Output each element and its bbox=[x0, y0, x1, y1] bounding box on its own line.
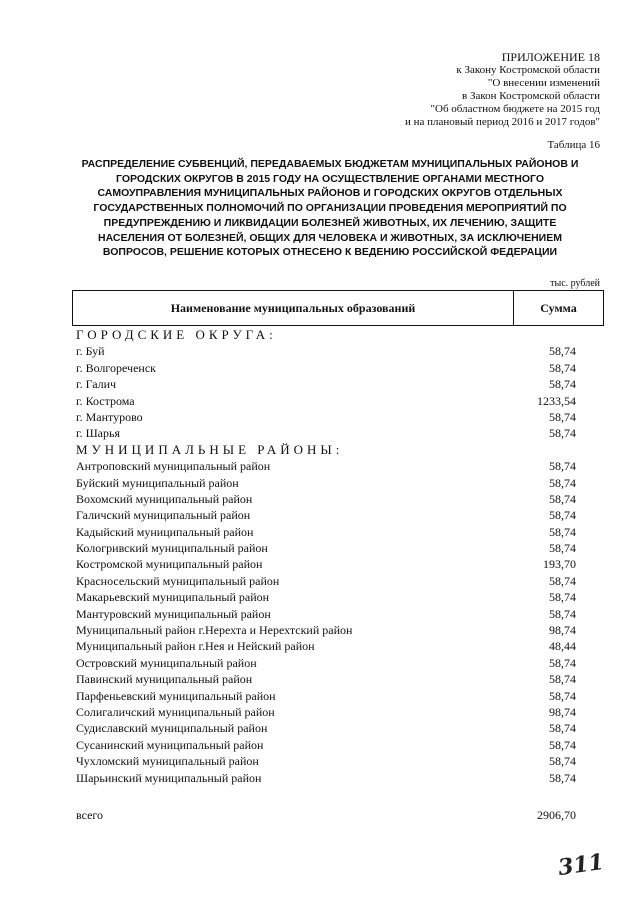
total-value: 2906,70 bbox=[537, 808, 576, 822]
handwritten-page-number: 311 bbox=[556, 848, 606, 882]
heading-line: РАСПРЕДЕЛЕНИЕ СУБВЕНЦИЙ, ПЕРЕДАВАЕМЫХ БЮДЖЕТАМ МУНИЦИПАЛЬНЫХ РАЙОНОВ И bbox=[81, 158, 579, 170]
municipality-name: г. Мантурово bbox=[76, 409, 143, 424]
appendix-line: ПРИЛОЖЕНИЕ 18 bbox=[501, 50, 600, 64]
column-header-name: Наименование муниципальных образований bbox=[73, 291, 514, 325]
appendix-line: в Закон Костромской области bbox=[462, 90, 600, 102]
municipality-name: Шарьинский муниципальный район bbox=[76, 770, 262, 785]
amount-value: 58,74 bbox=[549, 655, 576, 670]
municipality-name: Солигаличский муниципальный район bbox=[76, 704, 275, 719]
amount-value: 58,74 bbox=[549, 737, 576, 752]
amount-value: 1233,54 bbox=[537, 393, 576, 408]
table-row bbox=[76, 573, 576, 589]
table-row bbox=[76, 589, 576, 605]
municipality-name: Судиславский муниципальный район bbox=[76, 721, 268, 736]
municipality-name: Павинский муниципальный район bbox=[76, 672, 253, 687]
table-row bbox=[76, 393, 576, 409]
table-row bbox=[76, 491, 576, 507]
municipality-name: г. Шарья bbox=[76, 426, 120, 441]
table-row bbox=[76, 360, 576, 376]
table-row bbox=[76, 409, 576, 425]
municipality-name: Сусанинский муниципальный район bbox=[76, 737, 264, 752]
table-row bbox=[76, 458, 576, 474]
amount-value: 48,44 bbox=[549, 639, 576, 654]
amount-value: 58,74 bbox=[549, 377, 576, 392]
amount-value: 58,74 bbox=[549, 770, 576, 785]
municipality-name: Парфеньевский муниципальный район bbox=[76, 688, 276, 703]
table-row bbox=[76, 622, 576, 638]
appendix-line: "О внесении изменений bbox=[487, 77, 600, 89]
municipality-name: Кадыйский муниципальный район bbox=[76, 524, 254, 539]
table-row bbox=[76, 507, 576, 523]
heading-line: ГОСУДАРСТВЕННЫХ ПОЛНОМОЧИЙ ПО ОРГАНИЗАЦИИ ПРОВЕДЕНИЯ МЕРОПРИЯТИЙ ПО bbox=[93, 202, 567, 215]
municipality-name: Муниципальный район г.Нея и Нейский район bbox=[76, 639, 315, 654]
table-row bbox=[76, 655, 576, 671]
document-heading bbox=[60, 157, 600, 260]
amount-value: 58,74 bbox=[549, 590, 576, 605]
table-row bbox=[76, 720, 576, 736]
municipality-name: Буйский муниципальный район bbox=[76, 475, 239, 490]
municipality-name: Островский муниципальный район bbox=[76, 655, 257, 670]
heading-line: ГОРОДСКИХ ОКРУГОВ В 2015 ГОДУ НА ОСУЩЕСТВЛЕНИЕ ОРГАНАМИ МЕСТНОГО bbox=[116, 172, 544, 185]
units-label: тыс. рублей bbox=[550, 278, 600, 289]
table-row bbox=[76, 737, 576, 753]
table-row bbox=[76, 638, 576, 654]
table-row bbox=[76, 524, 576, 540]
municipality-name: Чухломский муниципальный район bbox=[76, 754, 259, 769]
table-row bbox=[76, 376, 576, 392]
municipality-name: Костромской муниципальный район bbox=[76, 557, 263, 572]
amount-value: 58,74 bbox=[549, 721, 576, 736]
amount-value: 58,74 bbox=[549, 491, 576, 506]
heading-line: ПРЕДУПРЕЖДЕНИЮ И ЛИКВИДАЦИИ БОЛЕЗНЕЙ ЖИВОТНЫХ, ИХ ЛЕЧЕНИЮ, ЗАЩИТЕ bbox=[103, 216, 557, 229]
municipality-name: Макарьевский муниципальный район bbox=[76, 590, 270, 605]
table-row bbox=[76, 425, 576, 441]
table-row bbox=[76, 556, 576, 572]
section-title: МУНИЦИПАЛЬНЫЕ РАЙОНЫ: bbox=[76, 441, 344, 457]
municipality-name: г. Волгореченск bbox=[76, 360, 156, 375]
municipality-name: г. Галич bbox=[76, 377, 117, 392]
amount-value: 58,74 bbox=[549, 475, 576, 490]
municipality-name: Антроповский муниципальный район bbox=[76, 459, 271, 474]
table-body bbox=[76, 327, 576, 786]
table-number: Таблица 16 bbox=[547, 139, 600, 151]
municipality-name: Галичский муниципальный район bbox=[76, 508, 251, 523]
amount-value: 98,74 bbox=[549, 623, 576, 638]
amount-value: 58,74 bbox=[549, 426, 576, 441]
amount-value: 193,70 bbox=[543, 557, 576, 572]
appendix-line: и на плановый период 2016 и 2017 годов" bbox=[404, 116, 600, 128]
municipality-name: Муниципальный район г.Нерехта и Нерехтский район bbox=[76, 623, 353, 638]
municipality-name: г. Кострома bbox=[76, 393, 135, 408]
amount-value: 58,74 bbox=[549, 754, 576, 769]
municipality-name: г. Буй bbox=[76, 344, 105, 359]
municipality-name: Красносельский муниципальный район bbox=[76, 573, 280, 588]
amount-value: 58,74 bbox=[549, 606, 576, 621]
appendix-block bbox=[405, 51, 600, 129]
heading-line: НАСЕЛЕНИЯ ОТ БОЛЕЗНЕЙ, ОБЩИХ ДЛЯ ЧЕЛОВЕКА И ЖИВОТНЫХ, ЗА ИСКЛЮЧЕНИЕМ bbox=[98, 231, 562, 244]
table-row bbox=[76, 753, 576, 769]
column-header-sum: Сумма bbox=[540, 300, 577, 315]
total-label: всего bbox=[76, 808, 104, 822]
amount-value: 58,74 bbox=[549, 508, 576, 523]
amount-value: 58,74 bbox=[549, 524, 576, 539]
heading-line: САМОУПРАВЛЕНИЯ МУНИЦИПАЛЬНЫХ РАЙОНОВ И ГОРОДСКИХ ОКРУГОВ ОТДЕЛЬНЫХ bbox=[97, 187, 563, 200]
table-row bbox=[76, 475, 576, 491]
table-row bbox=[76, 343, 576, 359]
amount-value: 58,74 bbox=[549, 344, 576, 359]
table-row bbox=[76, 770, 576, 786]
amount-value: 58,74 bbox=[549, 688, 576, 703]
appendix-line: к Закону Костромской области bbox=[456, 64, 600, 76]
amount-value: 98,74 bbox=[549, 704, 576, 719]
table-row bbox=[76, 704, 576, 720]
amount-value: 58,74 bbox=[549, 541, 576, 556]
amount-value: 58,74 bbox=[549, 459, 576, 474]
table-row bbox=[76, 671, 576, 687]
amount-value: 58,74 bbox=[549, 409, 576, 424]
heading-line: ВОПРОСОВ, РЕШЕНИЕ КОТОРЫХ ОТНЕСЕНО К ВЕДЕНИЮ РОССИЙСКОЙ ФЕДЕРАЦИИ bbox=[102, 246, 558, 259]
amount-value: 58,74 bbox=[549, 672, 576, 687]
section-title: ГОРОДСКИЕ ОКРУГА: bbox=[76, 327, 277, 342]
municipality-name: Вохомский муниципальный район bbox=[76, 491, 253, 506]
amount-value: 58,74 bbox=[549, 360, 576, 375]
table-header bbox=[72, 290, 604, 326]
table-row bbox=[76, 688, 576, 704]
table-row bbox=[76, 606, 576, 622]
municipality-name: Мантуровский муниципальный район bbox=[76, 606, 271, 621]
municipality-name: Кологривский муниципальный район bbox=[76, 541, 268, 556]
table-row bbox=[76, 540, 576, 556]
appendix-line: "Об областном бюджете на 2015 год bbox=[430, 103, 600, 115]
amount-value: 58,74 bbox=[549, 573, 576, 588]
total-row bbox=[76, 806, 576, 824]
